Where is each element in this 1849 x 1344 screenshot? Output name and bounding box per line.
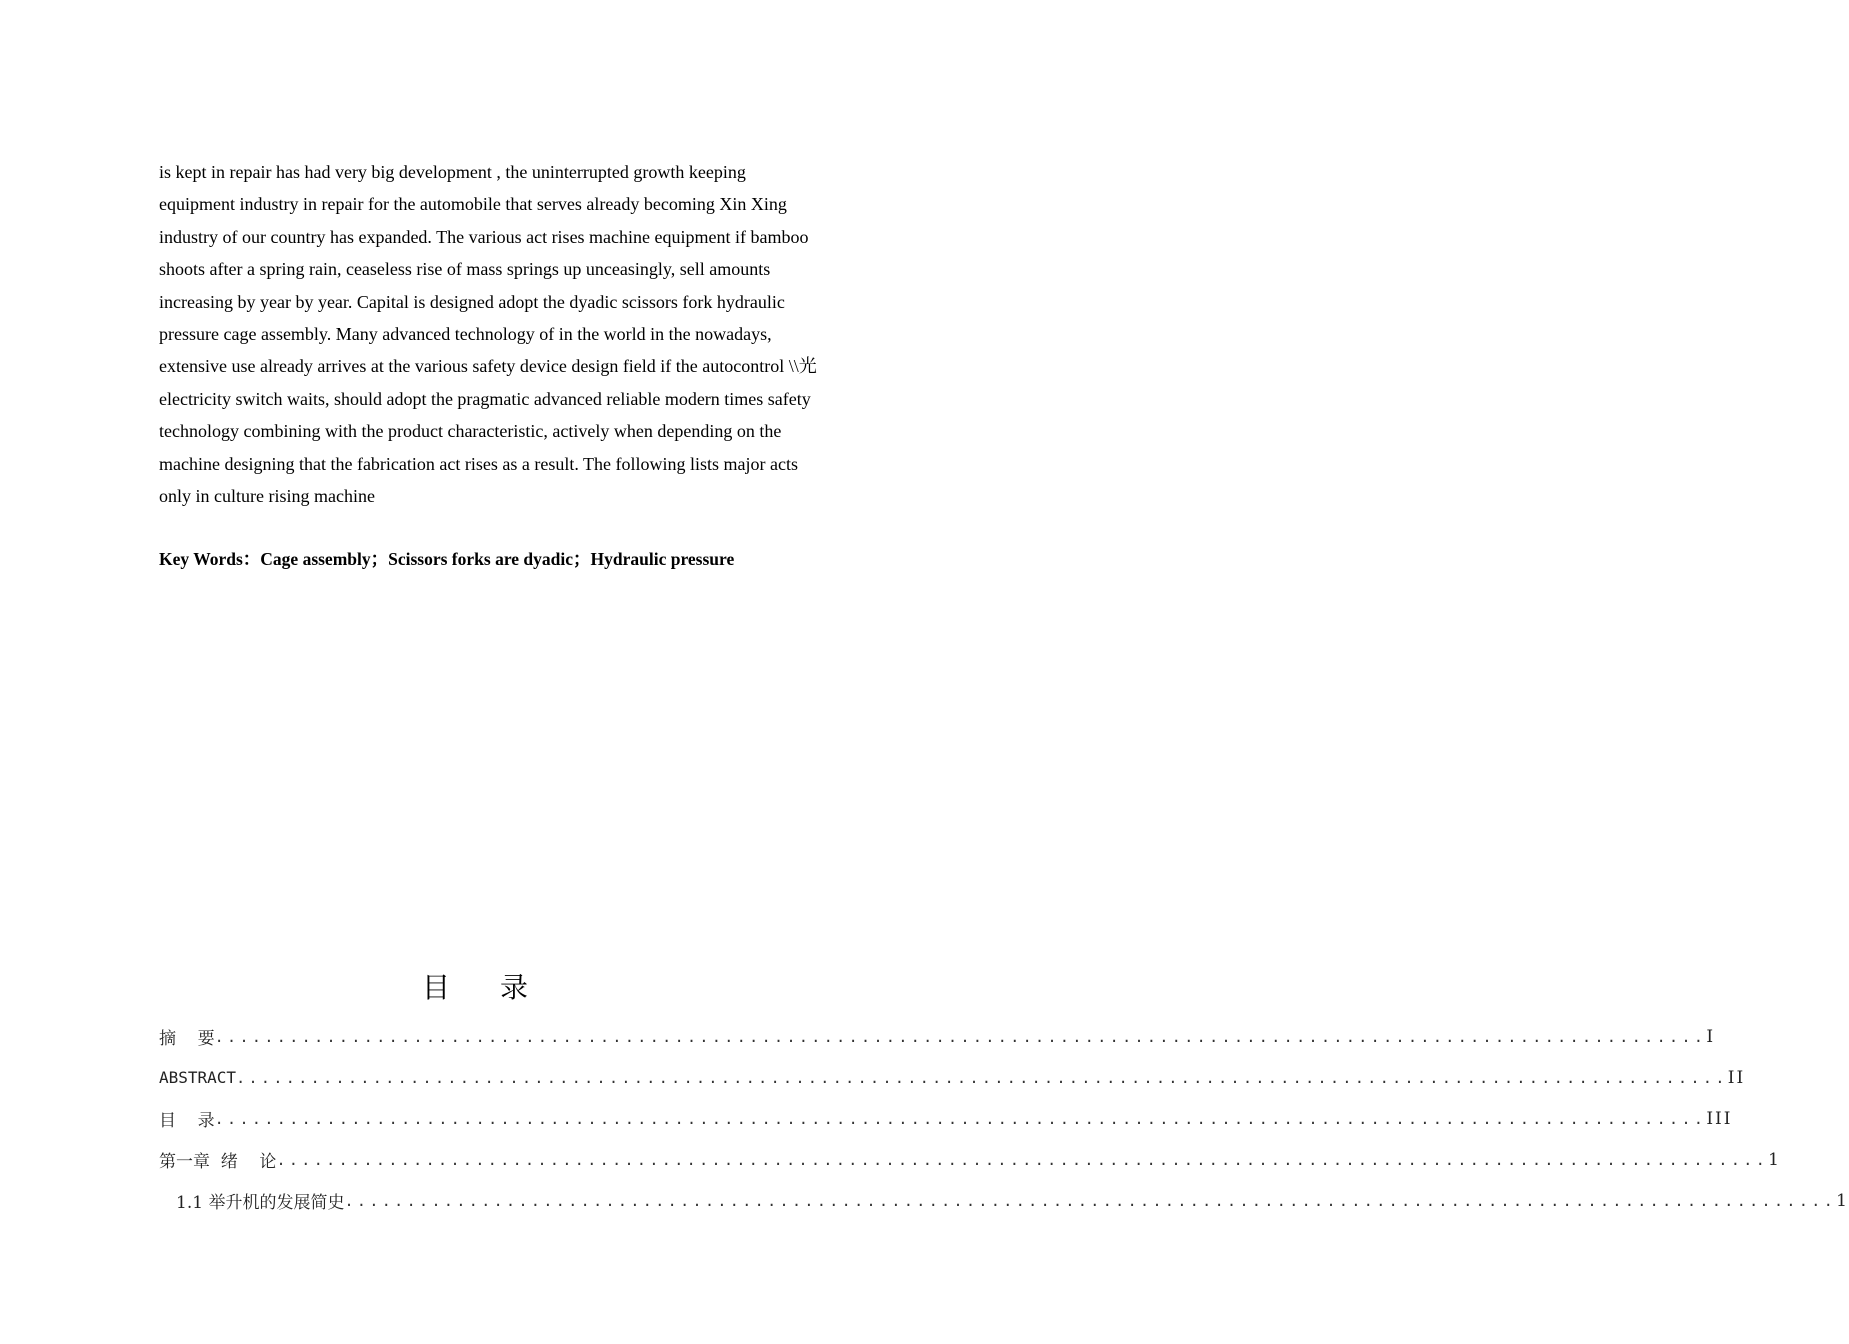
abstract-line: increasing by year by year. Capital is designed adopt the dyadic scissors fork hydraulic — [159, 291, 785, 312]
keywords-line: Key Words：Cage assembly；Scissors forks are dyadic；Hydraulic pressure — [159, 549, 735, 569]
toc-entry-page: II — [1727, 1067, 1746, 1088]
toc-leader-dots: ........................................................................................................................ — [214, 1109, 1707, 1128]
toc-entry-contents[interactable] — [159, 1098, 1733, 1139]
toc-entry-page: 1 — [1768, 1149, 1781, 1170]
toc-entry-label: 摘 要 — [159, 1029, 215, 1049]
toc-entry-label: 第一章 绪 论 — [159, 1152, 277, 1172]
toc-entry-section-1-1[interactable] — [159, 1180, 1849, 1221]
toc-leader-dots: ........................................................................................................................ — [214, 1027, 1707, 1046]
abstract-body — [159, 156, 862, 512]
toc-leader-dots: ........................................................................................................................ — [236, 1068, 1728, 1087]
toc-entry-label: ABSTRACT — [159, 1068, 237, 1087]
toc-leader-dots: ........................................................................................................................ — [276, 1150, 1769, 1169]
toc-title: 目录 — [421, 971, 578, 1004]
abstract-line: extensive use already arrives at the various safety device design field if the autocontrol \\光 — [159, 356, 817, 377]
abstract-line: equipment industry in repair for the automobile that serves already becoming Xin Xing — [159, 194, 787, 215]
abstract-line: electricity switch waits, should adopt the pragmatic advanced reliable modern times safety — [159, 388, 811, 409]
toc-entry-label: 目 录 — [159, 1111, 215, 1131]
abstract-line: pressure cage assembly. Many advanced technology of in the world in the nowadays, — [159, 324, 772, 345]
toc-entry-chapter-1[interactable] — [159, 1139, 1781, 1180]
toc-entry-abstract-en[interactable] — [159, 1057, 1746, 1098]
toc-entry-page: 1 — [1836, 1190, 1849, 1211]
abstract-line: shoots after a spring rain, ceaseless rise of mass springs up unceasingly, sell amounts — [159, 259, 771, 280]
toc-entry-abstract-cn[interactable] — [159, 1016, 1716, 1057]
toc-entry-page: III — [1706, 1108, 1733, 1129]
toc-entry-page: I — [1706, 1026, 1716, 1047]
abstract-line: is kept in repair has had very big development , the uninterrupted growth keeping — [159, 162, 746, 182]
abstract-line: machine designing that the fabrication act rises as a result. The following lists major acts — [159, 453, 798, 474]
toc-entry-label: 1.1 举升机的发展简史 — [176, 1193, 345, 1213]
toc-leader-dots: ........................................................................................................................ — [344, 1191, 1837, 1210]
abstract-line: industry of our country has expanded. The various act rises machine equipment if bamboo — [159, 226, 809, 247]
abstract-line: only in culture rising machine — [159, 486, 375, 507]
abstract-line: technology combining with the product characteristic, actively when depending on the — [159, 421, 782, 442]
table-of-contents — [159, 1016, 1849, 1221]
